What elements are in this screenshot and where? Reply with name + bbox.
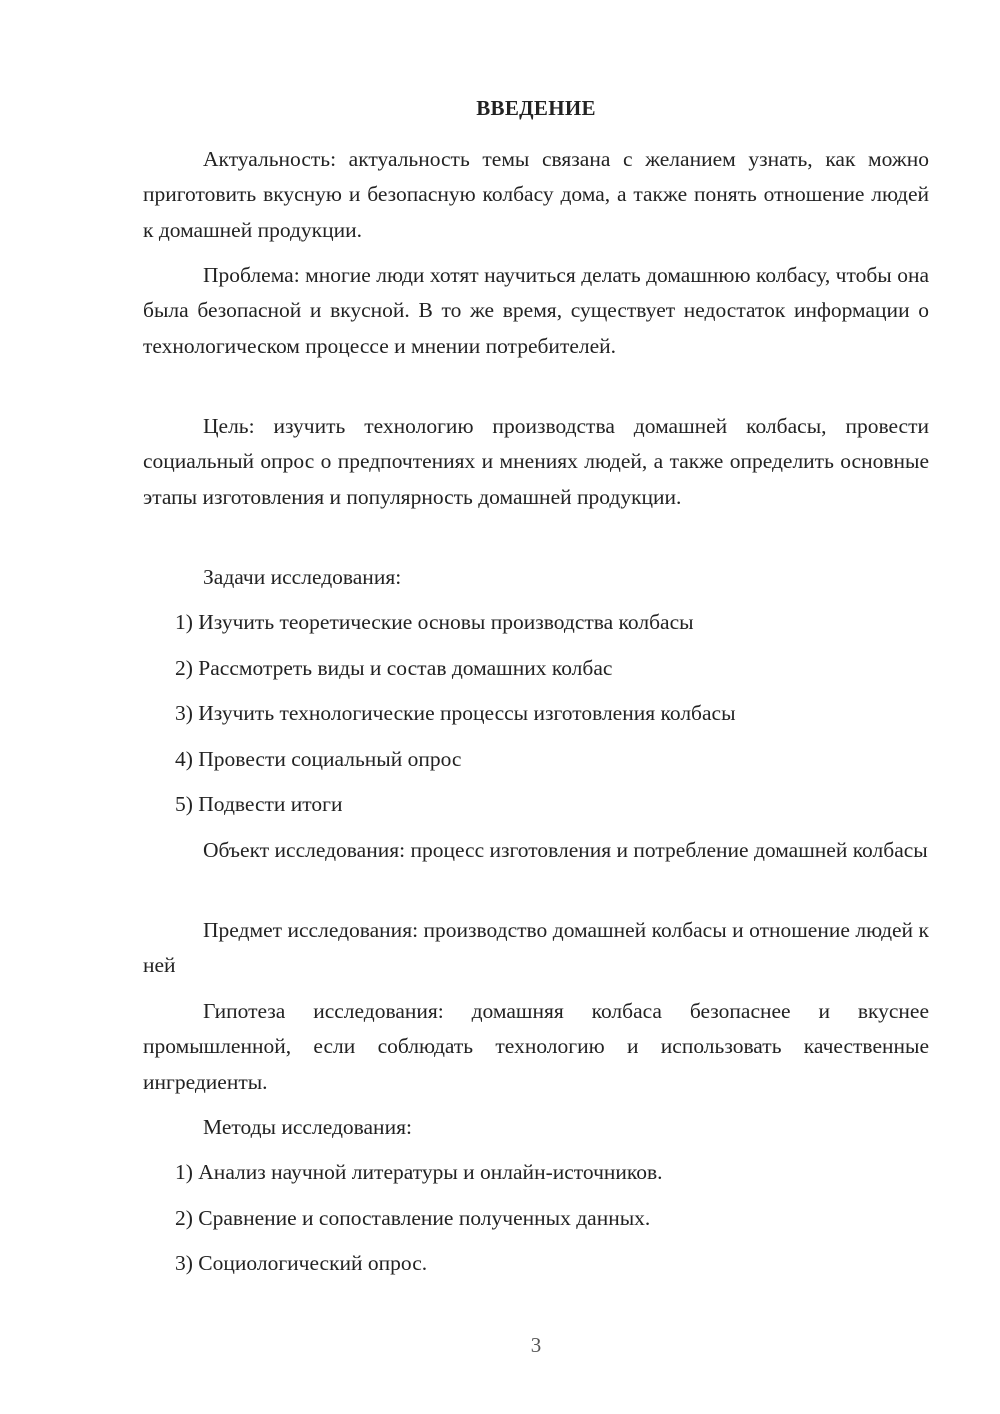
task-item-1: 1) Изучить теоретические основы производства колбасы <box>175 610 694 634</box>
tasks-heading-block <box>143 560 929 595</box>
task-item-2: 2) Рассмотреть виды и состав домашних колбас <box>175 656 613 680</box>
page-title: ВВЕДЕНИЕ <box>476 96 596 120</box>
object-paragraph <box>143 833 929 868</box>
page-number: 3 <box>530 1333 542 1357</box>
methods-heading: Методы исследования: <box>203 1115 412 1139</box>
tasks-list-item <box>143 605 929 640</box>
task-item-3: 3) Изучить технологические процессы изготовления колбасы <box>175 701 736 725</box>
methods-heading-block <box>143 1110 929 1145</box>
tasks-list-item <box>143 787 929 822</box>
hypothesis-paragraph <box>143 994 929 1100</box>
method-item-2: 2) Сравнение и сопоставление полученных данных. <box>175 1206 651 1230</box>
method-item-1: 1) Анализ научной литературы и онлайн-источников. <box>175 1160 663 1184</box>
goal-text: Цель: изучить технологию производства домашней колбасы, провести социальный опрос о предпочтениях и мнениях людей, а также определить основные этапы изготовления и популярность домашней продукции. <box>143 414 929 509</box>
goal-paragraph <box>143 409 929 515</box>
tasks-list-item <box>143 742 929 777</box>
tasks-list-item <box>143 651 929 686</box>
tasks-heading: Задачи исследования: <box>203 565 402 589</box>
methods-list-item <box>143 1155 929 1190</box>
object-text: Объект исследования: процесс изготовления и потребление домашней колбасы <box>203 838 928 862</box>
tasks-list-item <box>143 696 929 731</box>
subject-text: Предмет исследования: производство домашней колбасы и отношение людей к ней <box>143 918 929 978</box>
relevance-text: Актуальность: актуальность темы связана с желанием узнать, как можно приготовить вкусную и безопасную колбасу дома, а также понять отношение людей к домашней продукции. <box>143 147 929 242</box>
subject-paragraph <box>143 913 929 984</box>
relevance-paragraph <box>143 142 929 248</box>
hypothesis-text: Гипотеза исследования: домашняя колбаса безопаснее и вкуснее промышленной, если соблюдать технологию и использовать качественные ингредиенты. <box>143 999 929 1094</box>
methods-list-item <box>143 1246 929 1281</box>
task-item-5: 5) Подвести итоги <box>175 792 343 816</box>
problem-text: Проблема: многие люди хотят научиться делать домашнюю колбасу, чтобы она была безопасной и вкусной. В то же время, существует недостаток информации о технологическом процессе и мнении потребителей. <box>143 263 929 358</box>
methods-list-item <box>143 1201 929 1236</box>
method-item-3: 3) Социологический опрос. <box>175 1251 428 1275</box>
task-item-4: 4) Провести социальный опрос <box>175 747 462 771</box>
problem-paragraph <box>143 258 929 364</box>
